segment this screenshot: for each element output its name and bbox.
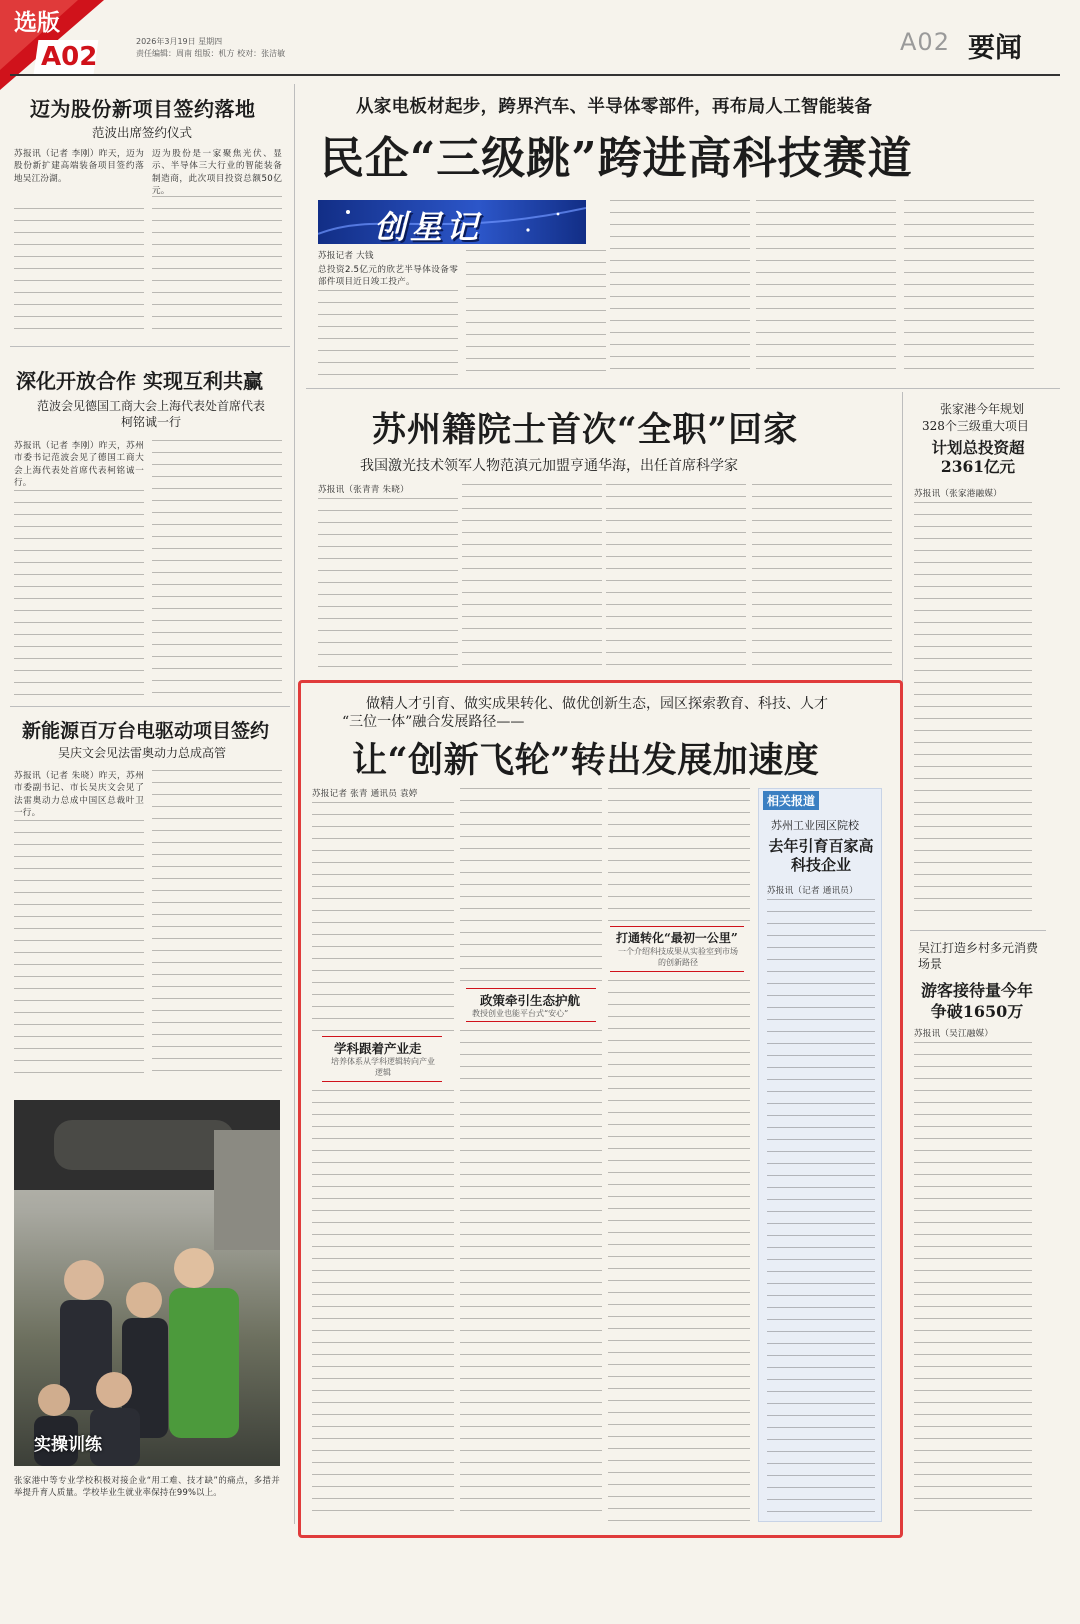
story1-body-col1 bbox=[14, 208, 144, 332]
feature-kicker1: 做精人才引育、做实成果转化、做优创新生态，园区探索教育、科技、人才 bbox=[366, 696, 828, 712]
photo-illustration bbox=[14, 1100, 280, 1466]
lead-byline: 苏报记者 大钱 bbox=[318, 251, 374, 261]
feature-col3-top bbox=[608, 788, 750, 922]
feature-kicker2: “三位一体”融合发展路径—— bbox=[342, 714, 525, 730]
rule-left-2 bbox=[10, 706, 290, 707]
academician-title: 苏州籍院士首次“全职”回家 bbox=[372, 410, 799, 450]
story2-title: 深化开放合作 实现互利共赢 bbox=[16, 369, 263, 393]
story1-subtitle: 范波出席签约仪式 bbox=[92, 125, 193, 140]
lead-col1 bbox=[318, 290, 458, 376]
related-label: 相关报道 bbox=[763, 791, 819, 810]
photo-label: 实操训练 bbox=[34, 1435, 102, 1455]
subhead-discipline-desc: 培养体系从学科逻辑转向产业逻辑 bbox=[331, 1057, 435, 1077]
related-kicker: 苏州工业园区院校 bbox=[771, 819, 859, 832]
sidebar1-title: 计划总投资超2361亿元 bbox=[931, 438, 1025, 476]
left-divider bbox=[294, 84, 295, 1524]
story1-body: 迈为股份是一家聚焦光伏、显示、半导体三大行业的智能装备制造商，此次项目投资总额50亿元。 bbox=[152, 149, 282, 196]
feature-byline: 苏报记者 张青 通讯员 袁婷 bbox=[312, 789, 418, 799]
academician-col2 bbox=[462, 484, 602, 676]
academician-byline: 苏报讯（张青青 朱晓） bbox=[318, 485, 409, 495]
sidebar1-byline: 苏报讯（张家港融媒） bbox=[914, 489, 1002, 499]
page-code: A02 bbox=[900, 28, 950, 56]
subhead-discipline bbox=[322, 1036, 442, 1084]
subhead-policy-rule-bottom bbox=[466, 1021, 596, 1022]
story1-lead: 苏报讯（记者 李刚）昨天，迈为股份新扩建高端装备项目签约落地吴江汾湖。 bbox=[14, 149, 144, 184]
section-title: 要闻 bbox=[968, 33, 1022, 64]
academician-col1 bbox=[318, 498, 458, 676]
story1-title: 迈为股份新项目签约落地 bbox=[30, 97, 256, 121]
feature-col2-top bbox=[460, 788, 602, 984]
story3-title: 新能源百万台电驱动项目签约 bbox=[22, 720, 270, 742]
lead-col5 bbox=[904, 200, 1034, 376]
story3-lead: 苏报讯（记者 朱晓）昨天，苏州市委副书记、市长吴庆文会见了法雷奥动力总成中国区总裁叶卫一行。 bbox=[14, 771, 144, 819]
story3-subtitle: 吴庆文会见法雷奥动力总成高管 bbox=[58, 746, 227, 760]
lead-col2 bbox=[466, 250, 606, 376]
subhead-transfer bbox=[610, 926, 744, 974]
lead-title: 民企“三级跳”跨进高科技赛道 bbox=[320, 133, 913, 184]
rule-lead bbox=[306, 388, 1060, 389]
subhead-transfer-desc: 一个介绍科技成果从实验室到市场的创新路径 bbox=[618, 947, 738, 967]
related-box bbox=[758, 788, 882, 1522]
story2-subtitle: 范波会见德国工商大会上海代表处首席代表柯铭诚一行 bbox=[36, 399, 265, 429]
staff-line: 责任编辑：周南 组版：机方 校对：张洁敏 bbox=[136, 49, 286, 58]
subhead-discipline-rule-top bbox=[322, 1036, 442, 1037]
column-banner-text: 创星记 bbox=[374, 208, 483, 244]
story2-body-col2 bbox=[152, 440, 282, 696]
rule-sidebar bbox=[910, 930, 1046, 931]
subhead-discipline-rule-bottom bbox=[322, 1081, 442, 1082]
academician-col4 bbox=[752, 484, 892, 676]
story3-body-col1 bbox=[14, 820, 144, 1080]
academician-col3 bbox=[606, 484, 746, 676]
issue-date: 2026年3月19日 星期四 bbox=[136, 37, 223, 46]
subhead-policy-desc: 教授创业也能平台式“安心” bbox=[472, 1009, 569, 1018]
subhead-policy-rule-top bbox=[466, 988, 596, 989]
related-byline: 苏报讯（记者 通讯员） bbox=[767, 886, 858, 896]
corner-page-number: A02 bbox=[41, 42, 98, 72]
subhead-discipline-title: 学科跟着产业走 bbox=[334, 1041, 422, 1056]
corner-badge bbox=[0, 0, 104, 90]
feature-col1-top bbox=[312, 802, 454, 1032]
feature-col3-bottom bbox=[608, 980, 750, 1522]
lead-kicker: 从家电板材起步，跨界汽车、半导体零部件，再布局人工智能装备 bbox=[356, 97, 873, 117]
masthead-rule bbox=[10, 74, 1060, 76]
sidebar1-kicker2: 328个三级重大项目 bbox=[922, 419, 1029, 433]
subhead-policy-title: 政策牵引生态护航 bbox=[480, 993, 581, 1008]
related-title: 去年引育百家高科技企业 bbox=[768, 837, 874, 874]
lead-col3 bbox=[610, 200, 750, 376]
sidebar2-kicker: 吴江打造乡村多元消费场景 bbox=[918, 941, 1039, 971]
column-banner bbox=[318, 200, 586, 244]
training-photo bbox=[14, 1100, 280, 1466]
story3-body-col2 bbox=[152, 770, 282, 1080]
sidebar1-body bbox=[914, 502, 1032, 922]
academician-subtitle: 我国激光技术领军人物范滇元加盟亨通华海，出任首席科学家 bbox=[360, 458, 738, 474]
feature-col2-bottom bbox=[460, 1030, 602, 1522]
rule-left-1 bbox=[10, 346, 290, 347]
sidebar2-byline: 苏报讯（吴江融媒） bbox=[914, 1029, 994, 1039]
feature-col1-bottom bbox=[312, 1090, 454, 1522]
subhead-transfer-rule-top bbox=[610, 926, 744, 927]
story2-body-col1 bbox=[14, 490, 144, 696]
subhead-transfer-rule-bottom bbox=[610, 971, 744, 972]
subhead-policy bbox=[466, 988, 596, 1024]
subhead-transfer-title: 打通转化“最初一公里” bbox=[616, 931, 738, 945]
related-body bbox=[767, 899, 875, 1513]
corner-badge-label: 选版 bbox=[14, 10, 60, 36]
photo-caption: 张家港中等专业学校积极对接企业“用工难、技才缺”的痛点，多措并举提升育人质量。学校毕业生就业率保持在99%以上。 bbox=[14, 1475, 280, 1498]
lead-col4 bbox=[756, 200, 896, 376]
sidebar2-title: 游客接待量今年争破1650万 bbox=[920, 981, 1033, 1021]
story1-body-col2 bbox=[152, 196, 282, 332]
sidebar1-kicker: 张家港今年规划 bbox=[940, 402, 1025, 416]
sidebar2-body bbox=[914, 1042, 1032, 1522]
feature-title: 让“创新飞轮”转出发展加速度 bbox=[352, 740, 820, 781]
lead-body: 总投资2.5亿元的欣艺半导体设备零部件项目近日竣工投产。 bbox=[318, 265, 458, 288]
story2-lead: 苏报讯（记者 李刚）昨天，苏州市委书记范波会见了德国工商大会上海代表处首席代表柯铭诚一行。 bbox=[14, 441, 144, 489]
